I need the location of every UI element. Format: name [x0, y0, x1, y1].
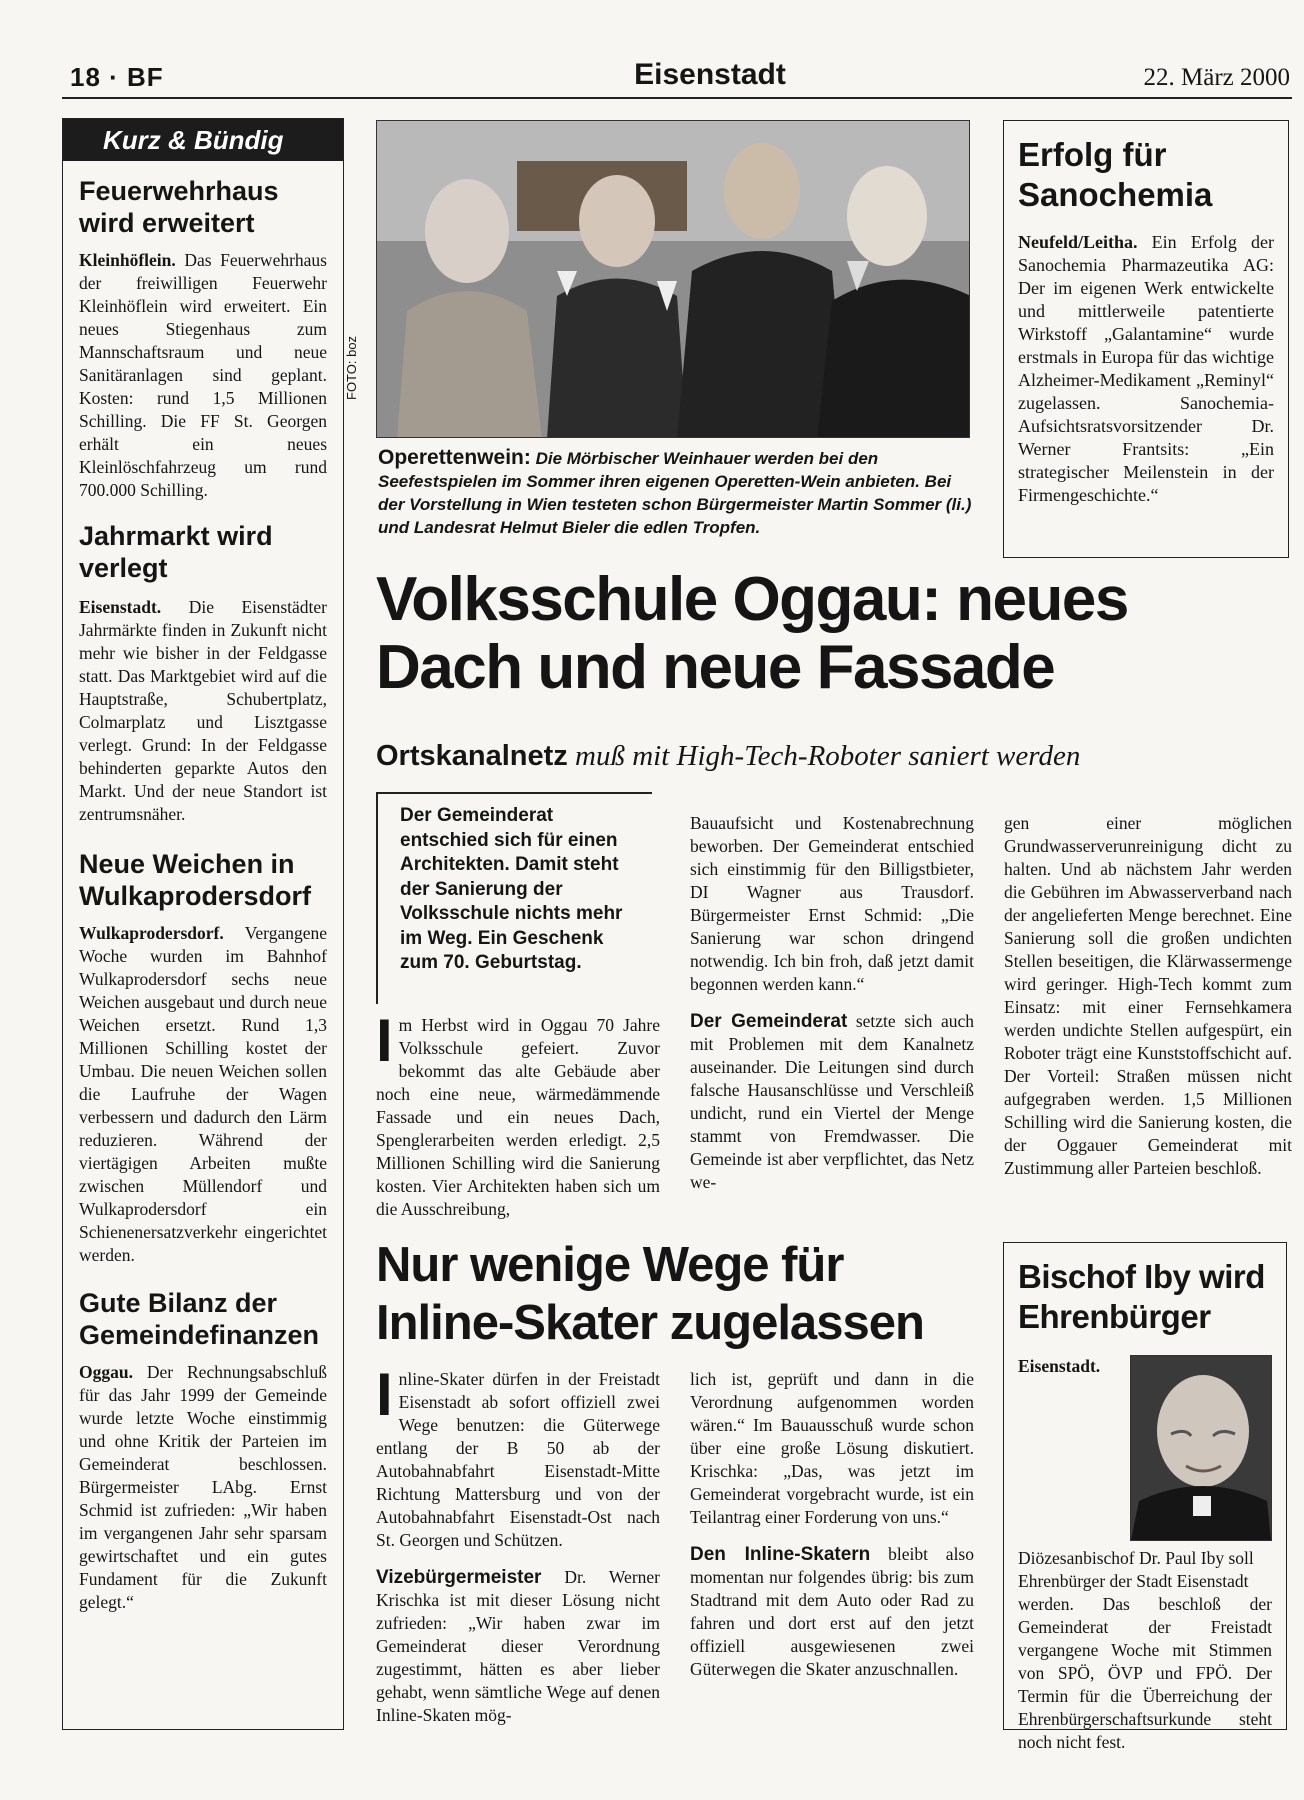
kurz-buendig-sidebar — [62, 118, 344, 1730]
sidebar-article-title: Gute Bilanz der Gemeindefinanzen — [79, 1288, 320, 1350]
header-rule — [62, 97, 1292, 99]
main-col-2: Bauaufsicht und Kostenabrechnung beworben. Der Gemeinderat entschied sich einstimmig für den Billigstbieter, DI Wagner aus Trausdorf. Bürgermeister Ernst Schmid: „Die Sanierung war schon dringend notwendig. Ich bin froh, daß jetzt damit begonnen werden kann.“ Der Gemeinderat setzte sich auch mit Problemen mit dem Kanalnetz auseinander. Die Leitungen sind durch falsche Hausanschlüsse und Verschleiß undicht, rund ein Viertel der Menge stammt von Fremdwasser. Die Gemeinde ist aber verpflichtet, das Netz we- — [690, 813, 974, 1192]
operettenwein-photo — [376, 120, 970, 438]
iby-text-narrow: Eisenstadt. Diözesanbischof Dr. Paul Iby soll Ehrenbürger der Stadt Eisenstadt — [1018, 1356, 1254, 1591]
sidebar-article-text: Oggau. Der Rechnungsabschluß für das Jahr 1999 der Gemeinde wurde letzte Woche einstimmig und ohne Kritik der Parteien im Gemeinderat beschlossen. Bürgermeister LAbg. Ernst Schmid ist zufrieden: „Wir haben im vergangenen Jahr sehr sparsam gewirtschaftet und ein gutes Fundament für die Zukunft gelegt.“ — [79, 1362, 327, 1612]
sidebar-article — [79, 848, 327, 1267]
main-subheadline: Ortskanalnetz muß mit High-Tech-Roboter saniert werden — [376, 740, 1081, 772]
iby-box — [1003, 1242, 1287, 1752]
sidebar-article-title: Jahrmarkt wird verlegt — [79, 521, 273, 583]
sidebar-article — [79, 175, 327, 502]
sidebar-banner: Kurz & Bündig — [63, 119, 343, 161]
main-teaser-box — [376, 792, 652, 1004]
photo-illustration — [377, 121, 970, 438]
issue-date: 22. März 2000 — [1143, 64, 1290, 91]
main-col-3: gen einer möglichen Grundwasserverunreinigung dicht zu halten. Und ab nächstem Jahr werden die Gebühren im Abwasserverband nach der angelieferten Menge berechnet. Eine Sanierung soll die großen undichten Stellen beseitigen, die Klärwassermenge wird geringer. High-Tech kommt zum Einsatz: mit einer Fernsehkamera werden undichte Stellen aufgespürt, ein Roboter trägt eine Kunststoffschicht auf. Der Vorteil: Straßen müssen nicht aufgegraben werden. 1,5 Millionen Schilling wird die Sanierung kosten, die der Oggauer Gemeinderat mit Zustimmung aller Parteien beschloß. — [1004, 813, 1292, 1178]
sidebar-article-text: Eisenstadt. Die Eisenstädter Jahrmärkte finden in Zukunft nicht mehr wie bisher in der Feldgasse statt. Das Marktgebiet wird auf die Hauptstraße, Schubertplatz, Colmarplatz und Lisztgasse verlegt. Grund: In der Feldgasse behinderten geparkte Autos den Markt. Und der neue Standort ist zentrumsnäher. — [79, 597, 327, 824]
main-headline: Volksschule Oggau: neues Dach und neue Fassade — [376, 565, 1128, 702]
sidebar-article — [79, 1287, 327, 1614]
skater-headline: Nur wenige Wege für Inline-Skater zugelassen — [376, 1238, 924, 1350]
sidebar-article — [79, 520, 327, 826]
dropcap: I — [376, 1007, 393, 1074]
sidebar-article-text: Wulkaprodersdorf. Vergangene Woche wurden im Bahnhof Wulkaprodersdorf sechs neue Weichen ausgebaut und durch neue Weichen ersetzt. Rund 1,3 Millionen Schilling kostet der Umbau. Die neuen Weichen sollen die Laufruhe der Wagen verbessern und dadurch den Lärm reduzieren. Während der viertägigen Arbeiten mußte zwischen Müllendorf und Wulkaprodersdorf ein Schienenersatzverkehr eingerichtet werden. — [79, 923, 327, 1265]
main-col-1: Im Herbst wird in Oggau 70 Jahre Volksschule gefeiert. Zuvor bekommt das alte Gebäude aber noch eine neue, wärmedämmende Fassade und ein neues Dach, Spenglerarbeiten werden erledigt. 2,5 Millionen Schilling wird die Sanierung kosten. Vier Architekten haben sich um die Ausschreibung, — [376, 1007, 660, 1219]
skater-col-1: Inline-Skater dürfen in der Freistadt Eisenstadt ab sofort offiziell zwei Wege benutzen: die Güterwege entlang der B 50 ab der Autobahnabfahrt Eisenstadt-Mitte Richtung Mattersburg und von der Autobahnabfahrt Eisenstadt-Ost nach St. Georgen und Schützen. Vizebürgermeister Dr. Werner Krischka ist mit dieser Lösung nicht zufrieden: „Wir haben zwar im Gemeinderat dieser Verordnung zugestimmt, hätten es aber lieber gehabt, wenn sämtliche Wege auf denen Inline-Skaten mög- — [376, 1361, 660, 1725]
dropcap: I — [376, 1361, 393, 1428]
main-teaser: Der Gemeinderat entschied sich für einen Architekten. Damit steht der Sanierung der Volksschule nichts mehr im Weg. Ein Geschenk zum 70. Geburtstag. — [400, 805, 623, 973]
section-title: Eisenstadt — [634, 58, 786, 91]
sidebar-article-title: Feuerwehrhaus wird erweitert — [79, 176, 279, 238]
sanochemia-title: Erfolg für Sanochemia — [1018, 136, 1213, 213]
sidebar-article-title: Neue Weichen in Wulkaprodersdorf — [79, 849, 312, 911]
iby-title: Bischof Iby wird Ehrenbürger — [1018, 1258, 1265, 1335]
skater-col-2: lich ist, geprüft und dann in die Verordnung aufgenommen worden wären.“ Im Bauausschuß wurde schon über eine große Lösung diskutiert. Krischka: „Das, was jetzt im Gemeinderat vorgebracht wurde, ist ein Teilantrag einer Forderung von uns.“ Den Inline-Skatern bleibt also momentan nur folgendes übrig: bis zum Stadtrand mit dem Auto oder Rad zu fahren und dort erst auf den jetzt offiziell ausgewiesenen zwei Güterwegen die Skater anzuschnallen. — [690, 1369, 974, 1679]
page-number-label: 18 · BF — [70, 62, 164, 92]
iby-text-wide: werden. Das beschloß der Gemeinderat der Freistadt vergangene Woche mit Stimmen von SPÖ, ÖVP und FPÖ. Der Termin für die Überreichung der Ehrenbürgerschaftsurkunde steht noch nicht fest. — [1018, 1594, 1272, 1752]
photo-caption: Operettenwein: Die Mörbischer Weinhauer werden bei den Seefestspielen im Sommer ihren eigenen Operetten-Wein anbieten. Bei der Vorstellung in Wien testeten schon Bürgermeister Martin Sommer (li.) und Landesrat Helmut Bieler die edlen Tropfen. — [378, 446, 972, 537]
sanochemia-text: Neufeld/Leitha. Ein Erfolg der Sanochemia Pharmazeutika AG: Der im eigenen Werk entwickelte und mittlerweile patentierte Wirkstoff „Galantamine“ wurde erstmals in Europa für das wichtige Alzheimer-Medikament „Reminyl“ zugelassen. Sanochemia-Aufsichtsratsvorsitzender Dr. Werner Frantsits: „Ein strategischer Meilenstein in der Firmengeschichte.“ — [1018, 232, 1274, 505]
iby-portrait — [1130, 1355, 1272, 1541]
portrait-illustration — [1131, 1356, 1271, 1540]
sidebar-article-text: Kleinhöflein. Das Feuerwehrhaus der freiwilligen Feuerwehr Kleinhöflein wird erweitert. Ein neues Stiegenhaus zum Mannschaftsraum und neue Sanitäranlagen sind geplant. Kosten: rund 1,5 Millionen Schilling. Die FF St. Georgen erhält ein neues Kleinlöschfahrzeug um rund 700.000 Schilling. — [79, 250, 327, 500]
sanochemia-box — [1003, 120, 1289, 558]
photo-credit: FOTO: boz — [344, 335, 359, 400]
